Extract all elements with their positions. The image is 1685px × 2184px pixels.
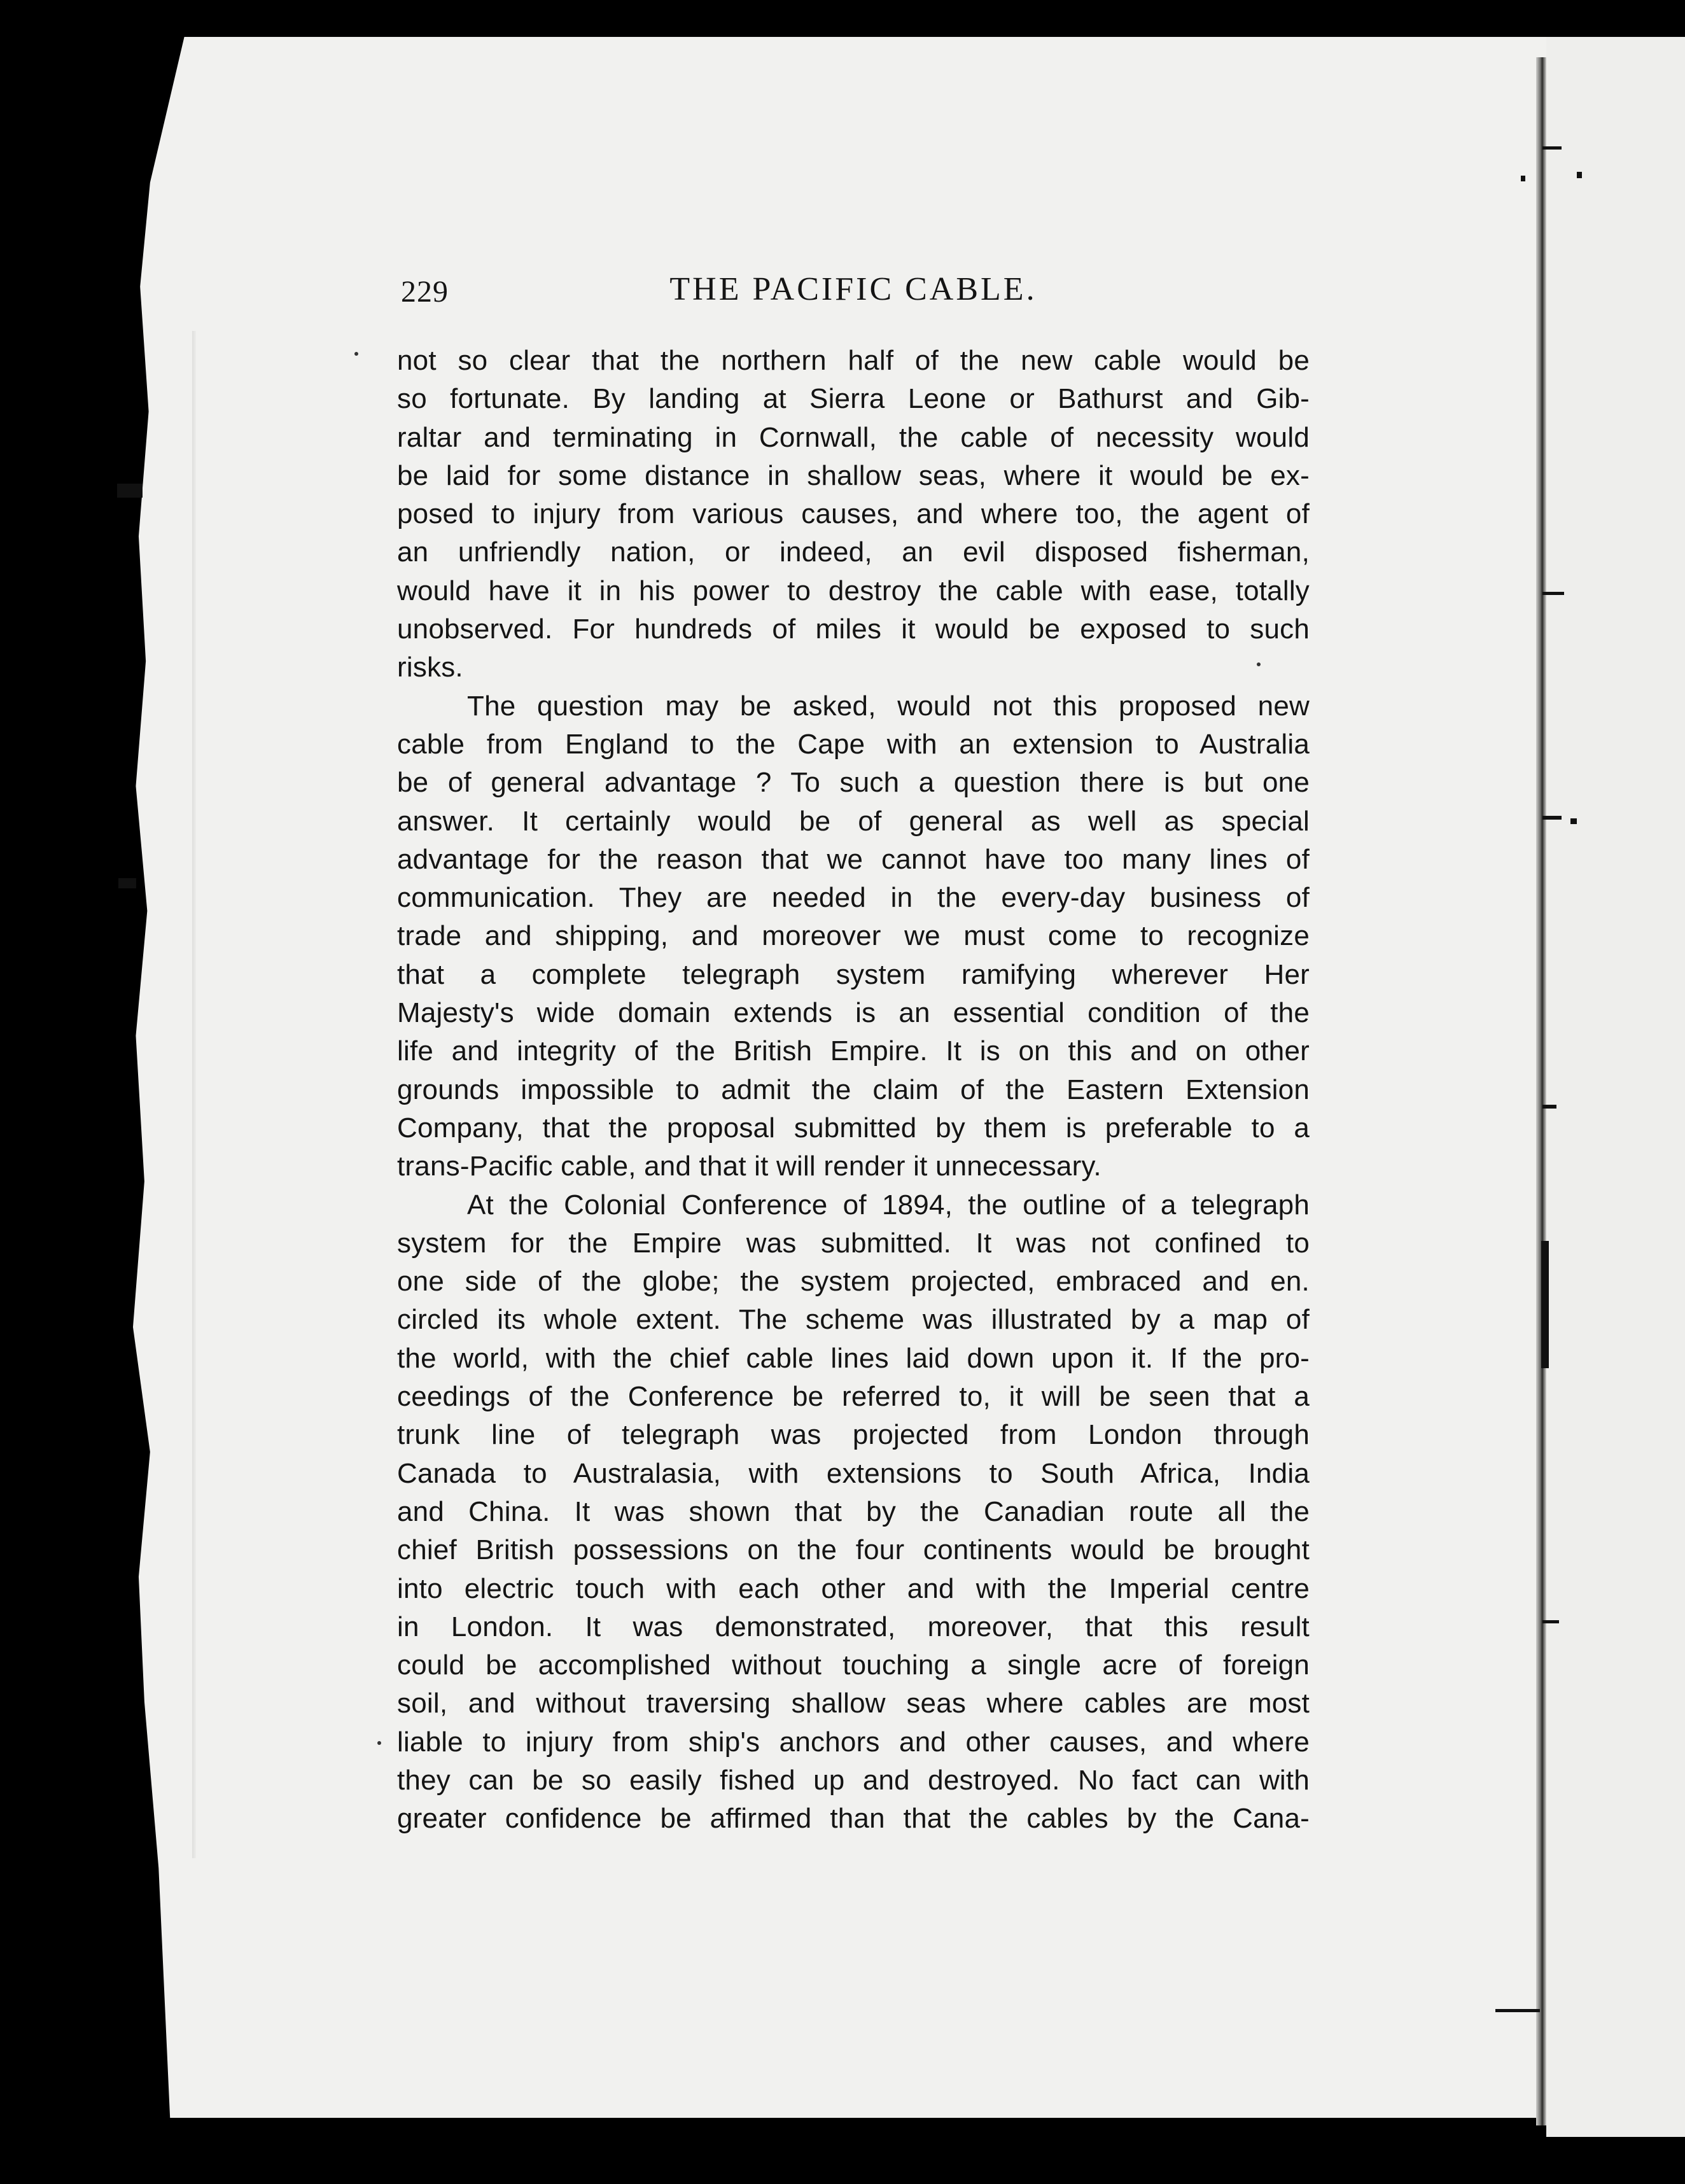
text-line: an unfriendly nation, or indeed, an evil disposed fisherman, — [397, 536, 1310, 568]
text-line: the world, with the chief cable lines laid down upon it. If the pro- — [397, 1342, 1310, 1374]
text-line: Majesty's wide domain extends is an essential condition of the — [397, 997, 1310, 1029]
scan-mark — [118, 878, 136, 888]
text-line: trunk line of telegraph was projected from London through — [397, 1419, 1310, 1451]
text-line: so fortunate. By landing at Sierra Leone or Bathurst and Gib- — [397, 383, 1310, 415]
text-line: chief British possessions on the four continents would be brought — [397, 1534, 1310, 1566]
text-line: cable from England to the Cape with an extension to Australia — [397, 728, 1310, 760]
scan-mark — [1521, 176, 1525, 181]
binding-gutter — [1536, 57, 1546, 2125]
text-line: advantage for the reason that we cannot have too many lines of — [397, 843, 1310, 875]
text-line: trade and shipping, and moreover we must come to recognize — [397, 920, 1310, 952]
text-line: Canada to Australasia, with extensions to South Africa, India — [397, 1457, 1310, 1489]
text-line: could be accomplished without touching a single acre of foreign — [397, 1649, 1310, 1681]
scan-mark — [1570, 818, 1577, 824]
body-text — [397, 342, 1310, 1838]
page-header — [397, 270, 1310, 320]
running-title: THE PACIFIC CABLE. — [669, 271, 1037, 307]
text-line: be laid for some distance in shallow seas, where it would be ex- — [397, 459, 1310, 491]
text-line: posed to injury from various causes, and where too, the agent of — [397, 498, 1310, 530]
text-line: communication. They are needed in the every-day business of — [397, 882, 1310, 914]
text-line: into electric touch with each other and with the Imperial centre — [397, 1572, 1310, 1604]
text-line: that a complete telegraph system ramifying wherever Her — [397, 958, 1310, 990]
scan-mark — [1577, 172, 1582, 178]
scan-mark — [1542, 146, 1562, 150]
scan-mark — [1542, 1105, 1556, 1109]
text-line: risks. — [397, 652, 463, 683]
text-line: greater confidence be affirmed than that the cables by the Cana- — [397, 1803, 1310, 1835]
text-line: circled its whole extent. The scheme was illustrated by a map of — [397, 1304, 1310, 1336]
page-number: 229 — [401, 275, 449, 309]
text-line: Company, that the proposal submitted by them is preferable to a — [397, 1112, 1310, 1144]
text-line: and China. It was shown that by the Canadian route all the — [397, 1495, 1310, 1527]
text-line: not so clear that the northern half of the new cable would be — [397, 345, 1310, 376]
scan-mark — [1542, 592, 1564, 595]
text-line: they can be so easily fished up and destroyed. No fact can with — [397, 1764, 1310, 1796]
page-content — [397, 270, 1310, 1838]
page-edge-shadow — [192, 331, 196, 1858]
text-line: life and integrity of the British Empire. It is on this and on other — [397, 1035, 1310, 1067]
text-line: At the Colonial Conference of 1894, the outline of a telegraph — [467, 1189, 1310, 1221]
scan-mark — [1542, 816, 1562, 820]
scan-mark — [117, 484, 143, 498]
text-line: unobserved. For hundreds of miles it would be exposed to such — [397, 613, 1310, 645]
scan-mark — [1495, 2009, 1540, 2012]
text-line: ceedings of the Conference be referred to, it will be seen that a — [397, 1381, 1310, 1413]
scan-mark — [1541, 1241, 1549, 1368]
text-line: be of general advantage ? To such a question there is but one — [397, 767, 1310, 799]
text-line: grounds impossible to admit the claim of the Eastern Extension — [397, 1074, 1310, 1105]
text-line: The question may be asked, would not this proposed new — [467, 690, 1310, 722]
text-line: answer. It certainly would be of general as well as special — [397, 805, 1310, 837]
text-line: soil, and without traversing shallow seas where cables are most — [397, 1688, 1310, 1719]
scan-mark — [1542, 1620, 1559, 1623]
scan-speck — [354, 352, 358, 356]
facing-page-edge — [1546, 37, 1685, 2137]
text-line: one side of the globe; the system projected, embraced and en. — [397, 1266, 1310, 1298]
text-line: in London. It was demonstrated, moreover, that this result — [397, 1611, 1310, 1642]
text-line: trans-Pacific cable, and that it will render it unnecessary. — [397, 1151, 1101, 1182]
scan-speck — [377, 1741, 381, 1745]
text-line: liable to injury from ship's anchors and other causes, and where — [397, 1726, 1310, 1758]
text-line: would have it in his power to destroy the cable with ease, totally — [397, 575, 1310, 606]
text-line: system for the Empire was submitted. It was not confined to — [397, 1227, 1310, 1259]
text-line: raltar and terminating in Cornwall, the cable of necessity would — [397, 421, 1310, 453]
